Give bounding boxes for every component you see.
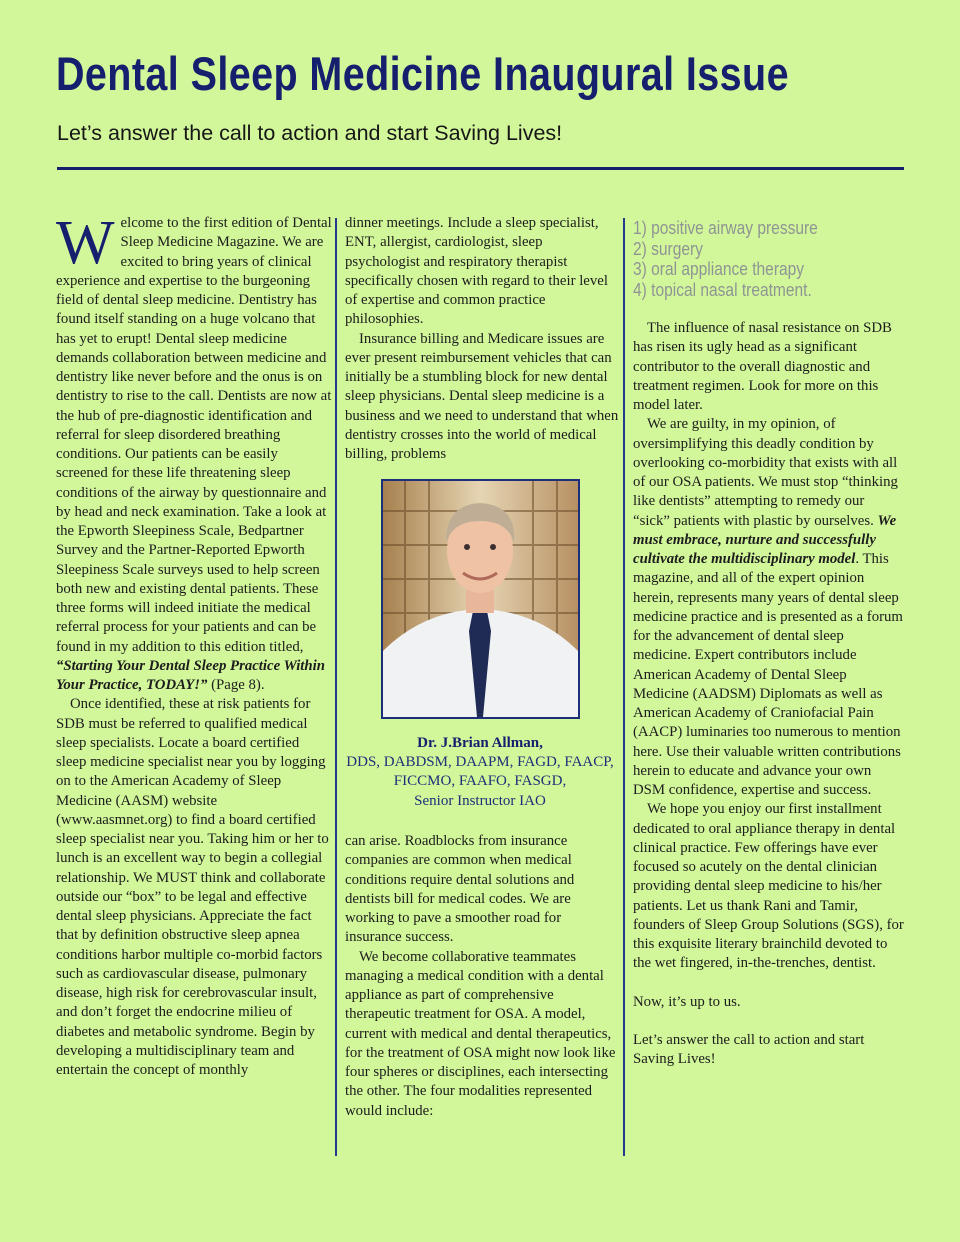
article-paragraph: The influence of nasal resistance on SDB has risen its ugly head as a significant contributor to the overall diagnostic and treatment regimen. Look for more on this model later. [633, 320, 892, 413]
article-column-2-bottom [345, 832, 619, 1121]
article-column-3 [633, 319, 905, 1069]
modality-item: 4) topical nasal treatment. [633, 278, 812, 300]
article-column-1 [56, 209, 332, 1080]
article-paragraph: We become collaborative teammates managing a medical condition with a dental appliance as part of comprehensive therapeutic treatment for OSA. A model, current with medical and dental therapeutics, for the treatment of OSA might now look like four spheres or disciplines, each intersecting the other. The four modalities represented would include: [345, 948, 616, 1119]
article-paragraph [56, 209, 332, 695]
article-column-2-top [345, 214, 619, 464]
article-paragraph: Now, it’s up to us. [633, 993, 741, 1010]
article-paragraph: can arise. Roadblocks from insurance companies are common when medical conditions require dental solutions and dentists bill for medical codes. We are working to pave a smoother road for insurance success. [345, 833, 575, 946]
closing-paragraph: Let’s answer the call to action and start Saving Lives! [633, 1031, 865, 1067]
author-portrait-image [383, 481, 578, 717]
article-paragraph: Once identified, these at risk patients for SDB must be referred to qualified medical sleep specialists. Locate a board certified sleep medicine specialist near you by logging on to the American Academy of Sleep Medicine (AASM) website (www.aasmnet.org) to find a board certified sleep specialist near you. Taking him or her to lunch is an excellent way to begin a collegial relationship. We MUST think and collaborate outside our “box” to be legal and effective dental sleep physicians. Appreciate the fact that by definition obstructive sleep apnea conditions harbor multiple co-morbid factors such as cardiovascular disease, pulmonary disease, high risk for cerebrovascular insult, and don’t forget the endocrine milieu of diabetes and metabolic syndrome. Begin by developing a multidisciplinary team and entertain the concept of monthly [56, 696, 329, 1078]
author-credentials: DDS, DABDSM, DAAPM, FAGD, FAACP, FICCMO, FAAFO, FASGD, [346, 754, 614, 790]
article-text: elcome to the first edition of Dental Sleep Medicine Magazine. We are excited to bring years of clinical experience and expertise to the burgeoning field of dental sleep medicine. Dentistry has found itself standing on a huge volcano that has yet to erupt! Dental sleep medicine demands collaboration between medicine and dentistry like never before and the onus is on dentistry to rise to the call. Dentists are now at the hub of pre-diagnostic identification and referral for sleep disordered breathing conditions. Our patients can be easily screened for these life threatening sleep conditions of the airway by questionnaire and by head and neck examination. Take a look at the Epworth Sleepiness Scale, Bedpartner Survey and the Partner-Reported Epworth Sleepiness Scale surveys used to help screen both new and existing dental patients. These three forms will indeed initiate the medical referral process for your patients and can be found in my addition to this edition titled, [56, 215, 332, 655]
author-role: Senior Instructor IAO [414, 792, 546, 809]
drop-cap: W [56, 209, 115, 277]
article-paragraph [633, 415, 905, 800]
article-paragraph: dinner meetings. Include a sleep specialist, ENT, allergist, cardiologist, sleep psychologist and respiratory therapist specifically chosen with regard to their level of expertise and common practice philosophies. [345, 215, 608, 328]
page-title: Dental Sleep Medicine Inaugural Issue [56, 47, 789, 100]
article-text: . This magazine, and all of the expert opinion herein, represents many years of dental sleep medicine practice and is presented as a forum for the advancement of dental sleep medicine. Expert contributors include American Academy of Dental Sleep Medicine (AADSM) Diplomats as well as American Academy of Craniofacial Pain (AACP) luminaries too numerous to mention here. Use their valuable written contributions herein to educate and advance your own DSM confidence, expertise and success. [633, 551, 903, 798]
emphasis-text: We must embrace, nurture and successfully cultivate the multidisciplinary model [633, 512, 897, 567]
author-name: Dr. J.Brian Allman, [417, 735, 543, 751]
article-text: We are guilty, in my opinion, of oversimplifying this deadly condition by overlooking co-morbidity that exists with all of our OSA patients. We must stop “thinking like dentists” attempting to remedy our “sick” patients with plastic by ourselves. [633, 416, 898, 529]
referenced-article-title: “Starting Your Dental Sleep Practice Within Your Practice, TODAY!” [56, 657, 325, 693]
page-reference: (Page 8). [211, 677, 265, 693]
article-paragraph: Insurance billing and Medicare issues are ever present reimbursement vehicles that can initially be a stumbling block for new dental sleep physicians. Dental sleep medicine is a business and we need to understand that when dentistry crosses into the world of medical billing, problems [345, 330, 619, 462]
modalities-list [633, 218, 818, 300]
author-caption [345, 734, 615, 811]
header-divider [57, 167, 904, 170]
modality-item: 3) oral appliance therapy [633, 258, 805, 280]
modality-item: 1) positive airway pressure [633, 217, 818, 238]
author-photo [381, 479, 580, 719]
column-divider-2 [623, 218, 625, 1156]
column-divider-1 [335, 218, 337, 1156]
modality-item: 2) surgery [633, 237, 703, 259]
page-subtitle: Let’s answer the call to action and start Saving Lives! [57, 121, 563, 145]
article-paragraph: We hope you enjoy our first installment dedicated to oral appliance therapy in dental clinical practice. Few offerings have ever focused so acutely on the dental clinician providing dental sleep medicine to his/her patients. Let us thank Rani and Tamir, founders of Sleep Group Solutions (SGS), for this exquisite literary brainchild devoted to the wet fingered, in-the-trenches, dentist. [633, 801, 904, 972]
